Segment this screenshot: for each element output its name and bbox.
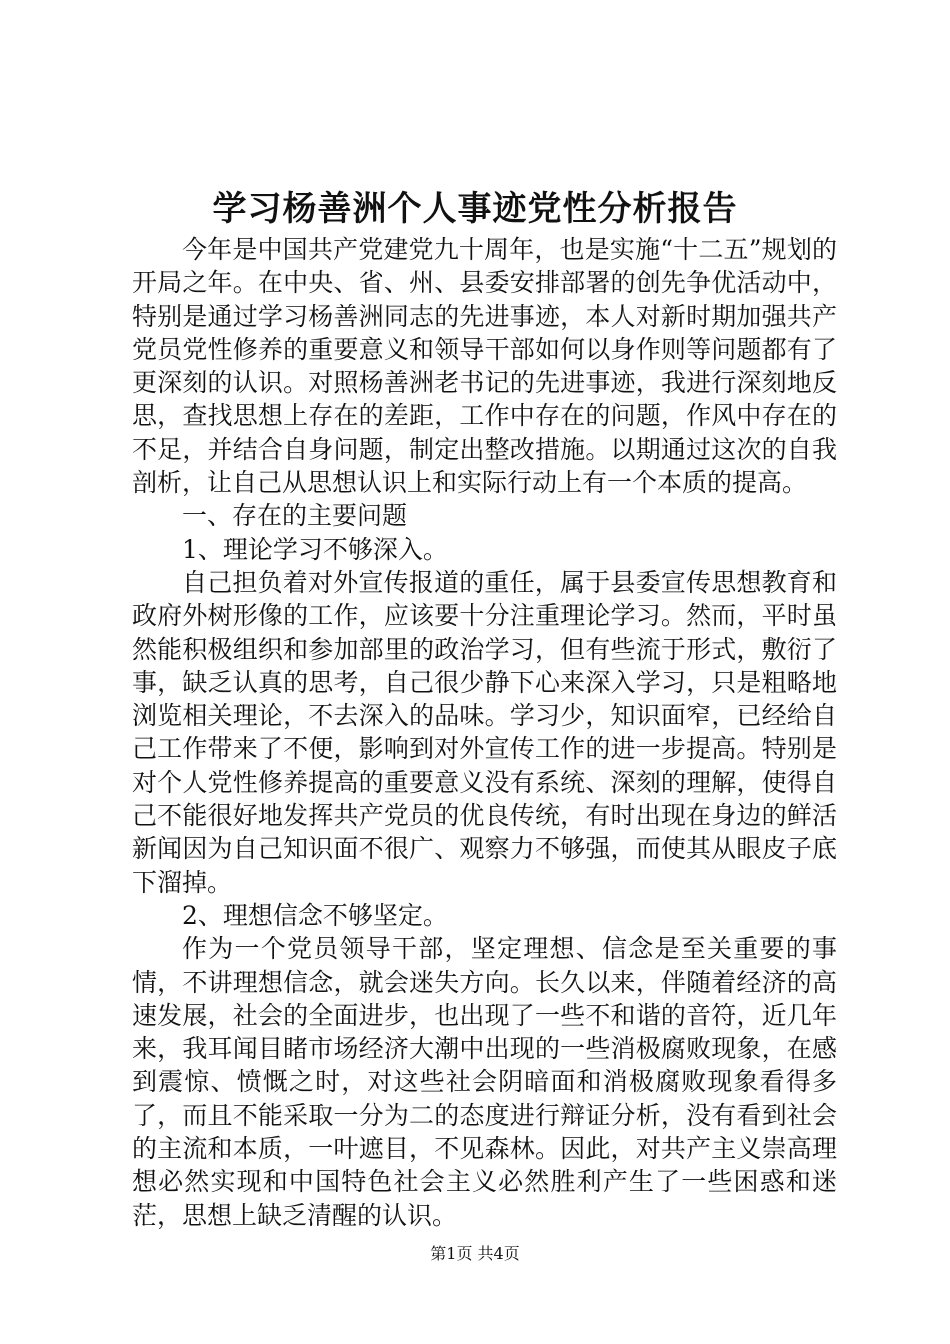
body-paragraph-1: 自己担负着对外宣传报道的重任，属于县委宣传思想教育和政府外树形像的工作，应该要十分注重理论学习。然而，平时虽然能积极组织和参加部里的政治学习，但有些流于形式，敷衍了事，缺乏认真的思考，自己很少静下心来深入学习，只是粗略地浏览相关理论，不去深入的品味。学习少，知识面窄，已经给自己工作带来了不便，影响到对外宣传工作的进一步提高。特别是对个人党性修养提高的重要意义没有系统、深刻的理解，使得自己不能很好地发挥共产党员的优良传统，有时出现在身边的鲜活新闻因为自己知识面不很广、观察力不够强，而使其从眼皮子底下溜掉。 [132, 567, 837, 897]
section-heading: 一、存在的主要问题 [182, 501, 408, 531]
page-footer: 第1页 共4页 [430, 1244, 520, 1263]
subheading-1: 1、理论学习不够深入。 [182, 534, 448, 564]
subheading-2: 2、理想信念不够坚定。 [182, 900, 448, 930]
intro-paragraph: 今年是中国共产党建党九十周年，也是实施“十二五”规划的开局之年。在中央、省、州、县委安排部署的创先争优活动中，特别是通过学习杨善洲同志的先进事迹，本人对新时期加强共产党员党性修养的重要意义和领导干部如何以身作则等问题都有了更深刻的认识。对照杨善洲老书记的先进事迹，我进行深刻地反思，查找思想上存在的差距，工作中存在的问题，作风中存在的不足，并结合自身问题，制定出整改措施。以期通过这次的自我剖析，让自己从思想认识上和实际行动上有一个本质的提高。 [132, 235, 837, 498]
document-body [132, 233, 837, 1232]
body-paragraph-2: 作为一个党员领导干部，坚定理想、信念是至关重要的事情，不讲理想信念，就会迷失方向。长久以来，伴随着经济的高速发展，社会的全面进步，也出现了一些不和谐的音符，近几年来，我耳闻目睹市场经济大潮中出现的一些消极腐败现象，在感到震惊、愤慨之时，对这些社会阴暗面和消极腐败现象看得多了，而且不能采取一分为二的态度进行辩证分析，没有看到社会的主流和本质，一叶遮目，不见森林。因此，对共产主义崇高理想必然实现和中国特色社会主义必然胜利产生了一些困惑和迷茫，思想上缺乏清醒的认识。 [132, 934, 837, 1230]
document-title: 学习杨善洲个人事迹党性分析报告 [212, 189, 738, 229]
